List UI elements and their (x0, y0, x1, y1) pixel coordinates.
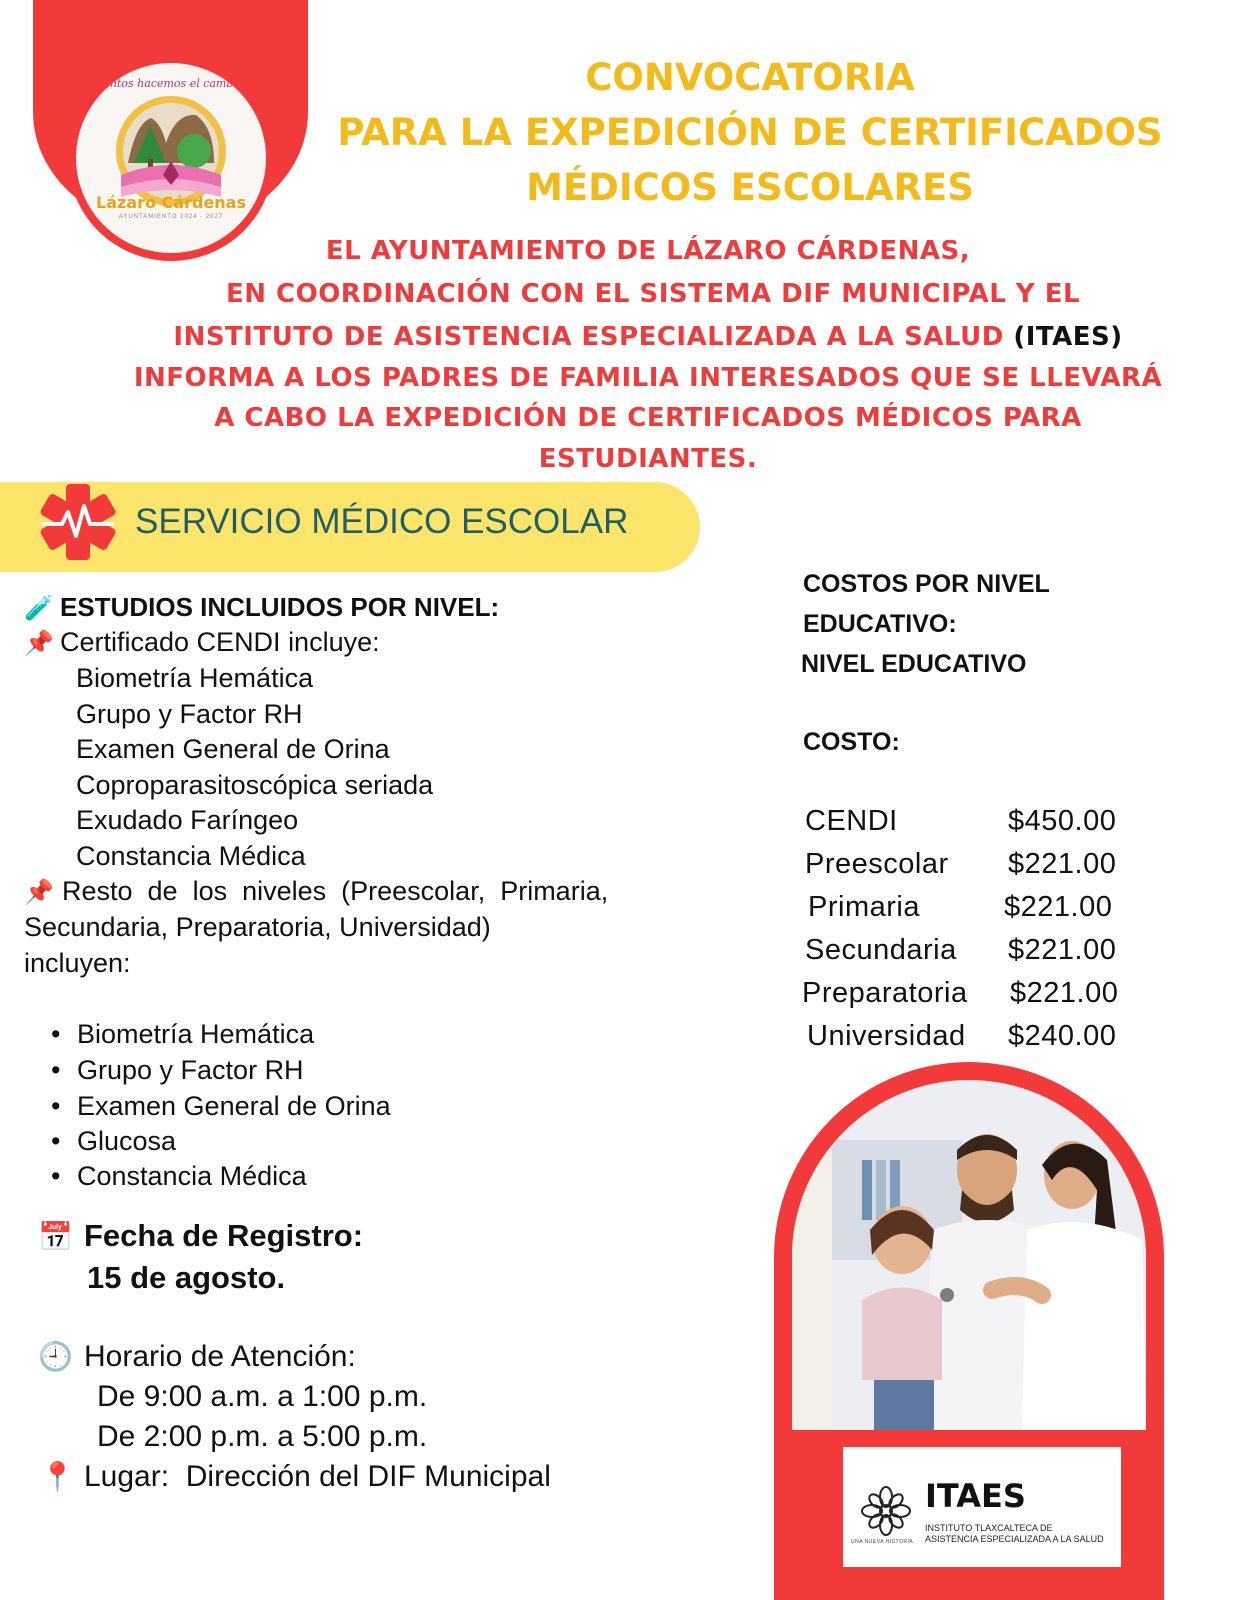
logo-motto: Juntos hacemos el cambio (98, 77, 244, 90)
cendi-item: Biometría Hemática (76, 663, 314, 693)
intro-line-3: INSTITUTO DE ASISTENCIA ESPECIALIZADA A LA SALUD (ITAES) (173, 322, 1123, 352)
rest-levels-line-3: incluyen: (24, 948, 131, 978)
location-pin-icon: 📍 (40, 1461, 75, 1492)
itaes-flower-icon (857, 1485, 915, 1537)
medical-consultation-illustration (792, 1080, 1146, 1430)
intro-itaes-acronym: (ITAES) (1003, 322, 1123, 352)
schedule-slot-2: De 2:00 p.m. a 5:00 p.m. (97, 1420, 428, 1453)
registration-date: 15 de agosto. (87, 1260, 286, 1295)
intro-line-1: EL AYUNTAMIENTO DE LÁZARO CÁRDENAS, (325, 236, 971, 266)
pushpin-icon: 📌 (24, 879, 54, 906)
place-line: 📍 Lugar: Dirección del DIF Municipal (40, 1460, 551, 1493)
rest-item: • Biometría Hemática (77, 1016, 314, 1052)
itaes-full-name-2: ASISTENCIA ESPECIALIZADA A LA SALUD (925, 1534, 1104, 1544)
logo-emblem-icon (76, 63, 266, 253)
title-line-1: CONVOCATORIA (585, 56, 915, 99)
service-title: SERVICIO MÉDICO ESCOLAR (135, 502, 629, 541)
schedule-label: 🕘 Horario de Atención: (38, 1340, 356, 1373)
medical-star-icon (36, 480, 120, 564)
rest-levels-line-2: Secundaria, Preparatoria, Universidad) (24, 912, 491, 942)
costs-heading-4: COSTO: (803, 728, 900, 756)
intro-line-4: INFORMA A LOS PADRES DE FAMILIA INTERESADOS QUE SE LLEVARÁ (133, 363, 1163, 393)
pushpin-icon: 📌 (24, 630, 54, 657)
clock-icon: 🕘 (38, 1341, 73, 1372)
title-line-2: PARA LA EXPEDICIÓN DE CERTIFICADOS (337, 111, 1163, 154)
costs-heading-2: EDUCATIVO: (803, 610, 957, 638)
itaes-tagline: UNA NUEVA HISTORIA (851, 1539, 914, 1545)
cendi-item: Grupo y Factor RH (76, 699, 303, 729)
rest-item: • Grupo y Factor RH (77, 1052, 304, 1088)
title-line-3: MÉDICOS ESCOLARES (526, 166, 974, 209)
studies-heading: 🧪 ESTUDIOS INCLUIDOS POR NIVEL: (24, 589, 499, 627)
cendi-item: Exudado Faríngeo (76, 805, 299, 835)
lazaro-cardenas-logo (76, 63, 266, 253)
logo-subtitle: AYUNTAMIENTO 2024 - 2027 (118, 214, 224, 220)
rest-item: • Examen General de Orina (77, 1088, 391, 1124)
costs-heading-1: COSTOS POR NIVEL (803, 570, 1050, 598)
logo-name: Lázaro Cárdenas (96, 193, 246, 212)
itaes-name: ITAES (925, 1477, 1026, 1515)
calendar-icon: 📅 (38, 1221, 73, 1252)
cendi-item: Coproparasitoscópica seriada (76, 770, 434, 800)
rest-levels-line-1: 📌 Resto de los niveles (Preescolar, Primaria, (24, 873, 608, 911)
itaes-logo-box (843, 1447, 1121, 1567)
costs-heading-3: NIVEL EDUCATIVO (801, 650, 1027, 678)
cendi-item: Constancia Médica (76, 841, 306, 871)
itaes-full-name-1: INSTITUTO TLAXCALTECA DE (925, 1523, 1053, 1533)
test-tube-icon: 🧪 (24, 595, 54, 622)
rest-item: • Glucosa (77, 1123, 176, 1159)
registration-label: 📅 Fecha de Registro: (38, 1218, 364, 1253)
intro-line-6: ESTUDIANTES. (538, 444, 758, 474)
place-value: Dirección del DIF Municipal (185, 1460, 551, 1493)
cendi-heading: 📌 Certificado CENDI incluye: (24, 624, 380, 662)
cendi-item: Examen General de Orina (76, 734, 390, 764)
intro-line-2: EN COORDINACIÓN CON EL SISTEMA DIF MUNICIPAL Y EL (225, 279, 1081, 309)
intro-line-5: A CABO LA EXPEDICIÓN DE CERTIFICADOS MÉDICOS PARA (214, 403, 1082, 433)
doctor-child-photo (792, 1080, 1146, 1430)
schedule-slot-1: De 9:00 a.m. a 1:00 p.m. (97, 1380, 428, 1413)
rest-item: • Constancia Médica (77, 1158, 307, 1194)
